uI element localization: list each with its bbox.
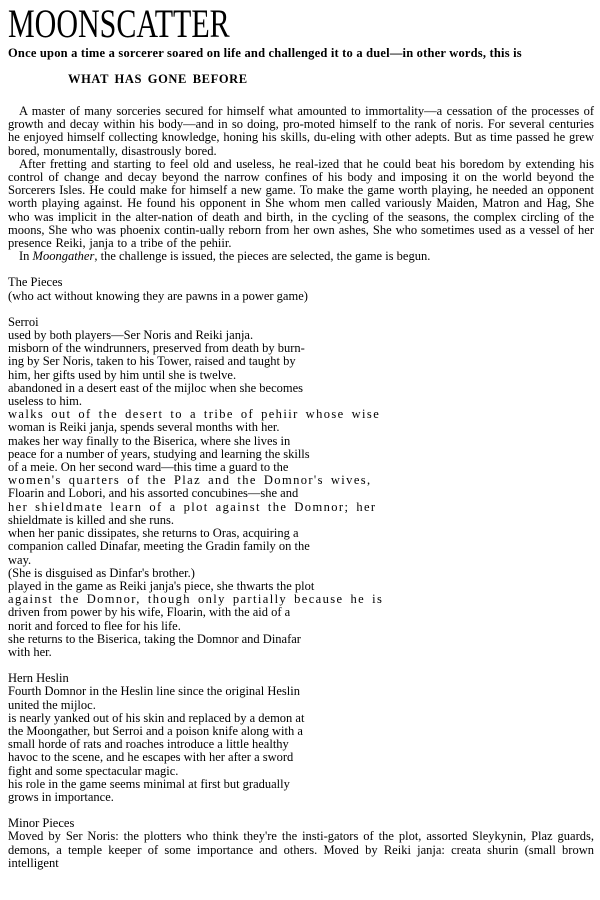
- piece-line: she returns to the Biserica, taking the Domnor and Dinafar: [8, 631, 301, 646]
- piece-line: woman is Reiki janja, spends several months with her.: [8, 420, 280, 435]
- pieces-sections: [8, 316, 594, 804]
- piece-section-heading: Hern Heslin: [8, 671, 69, 686]
- piece-line: against the Domnor, though only partially because he is: [8, 592, 384, 607]
- tagline: Once upon a time a sorcerer soared on life and challenged it to a duel—in other words, this is: [8, 46, 522, 60]
- piece-line: his role in the game seems minimal at first but gradually: [8, 776, 290, 791]
- moongather-pre: In: [19, 249, 33, 264]
- piece-line: ing by Ser Noris, taken to his Tower, raised and taught by: [8, 354, 296, 369]
- book-title: MOONSCATTER: [8, 1, 230, 46]
- piece-line: havoc to the scene, and he escapes with her after a sword: [8, 750, 294, 765]
- piece-line: shieldmate is killed and she runs.: [8, 512, 174, 527]
- intro-paragraph-2: After fretting and starting to feel old and useless, he real-ized that he could beat his boredom by extending his control of change and decay beyond the narrow confines of his body and imposing it on the world beyond the Sorcerers Isles. He could make for himself a new game. To make the game worth playing, he needed an opponent worth playing against. He found his opponent in She whom men called variously Maiden, Matron and Hag, She who was implicit in the alter-nation of death and birth, in the cycling of the seasons, the complex circling of the moons, She who was phoenix contin-ually reborn from her own ashes, She who sometimes used as a vessel of her presence Reiki, janja to a tribe of the pehiir.: [8, 156, 594, 251]
- piece-line: misborn of the windrunners, preserved from death by burn-: [8, 341, 305, 356]
- piece-line: united the mijloc.: [8, 697, 96, 712]
- piece-line: way.: [8, 552, 32, 567]
- piece-line: used by both players—Ser Noris and Reiki janja.: [8, 328, 254, 343]
- piece-line: driven from power by his wife, Floarin, with the aid of a: [8, 605, 291, 620]
- piece-line: Fourth Domnor in the Heslin line since the original Heslin: [8, 684, 300, 699]
- moongather-title-italic: Moongather: [32, 249, 95, 264]
- section-heading: WHAT HAS GONE BEFORE: [68, 72, 248, 86]
- piece-line: is nearly yanked out of his skin and replaced by a demon at: [8, 710, 305, 725]
- piece-line: fight and some spectacular magic.: [8, 763, 179, 778]
- piece-line: walks out of the desert to a tribe of pehiir whose wise: [8, 407, 381, 422]
- piece-line: abandoned in a desert east of the mijloc when she becomes: [8, 380, 304, 395]
- piece-section-heading: Serroi: [8, 314, 39, 329]
- piece-line: peace for a number of years, studying and learning the skills: [8, 446, 310, 461]
- piece-line: when her panic dissipates, she returns to Oras, acquiring a: [8, 526, 299, 541]
- piece-line: (She is disguised as Dinfar's brother.): [8, 565, 195, 580]
- piece-line: Floarin and Lobori, and his assorted concubines—she and: [8, 486, 299, 501]
- piece-line: played in the game as Reiki janja's piece, she thwarts the plot: [8, 578, 315, 593]
- piece-line: makes her way finally to the Biserica, where she lives in: [8, 433, 291, 448]
- piece-line: her shieldmate learn of a plot against the Domnor; her: [8, 499, 377, 514]
- minor-pieces-heading: Minor Pieces: [8, 816, 75, 831]
- piece-line: useless to him.: [8, 394, 82, 409]
- minor-pieces-paragraph: Moved by Ser Noris: the plotters who think they're the insti-gators of the plot, assorted Sleykynin, Plaz guards, demons, a temple keeper of some importance and others. Moved by Reiki janja: creata shurin (small brown intelligent: [8, 829, 594, 870]
- piece-line: of a meie. On her second ward—this time a guard to the: [8, 460, 289, 475]
- piece-line: him, her gifts used by him until she is twelve.: [8, 367, 237, 382]
- intro-paragraph-1: A master of many sorceries secured for himself what amounted to immortality—a cessation of the processes of growth and decay within his body—and in so doing, pro-moted himself to the rank of noris. For several centuries he enjoyed himself collecting knowledge, honing his skills, du-eling with other adepts. But as time passed he grew bored, monumentally, disastrously bored.: [8, 104, 594, 158]
- pieces-heading: The Pieces: [8, 275, 63, 290]
- piece-line: grows in importance.: [8, 789, 114, 804]
- piece-line: norit and forced to flee for his life.: [8, 618, 181, 633]
- piece-line: with her.: [8, 644, 52, 659]
- piece-line: women's quarters of the Plaz and the Domnor's wives,: [8, 473, 372, 488]
- pieces-subheading: (who act without knowing they are pawns in a power game): [8, 288, 308, 303]
- piece-line: small horde of rats and roaches introduce a little healthy: [8, 737, 289, 752]
- moongather-paragraph: [8, 250, 594, 263]
- moongather-post: , the challenge is issued, the pieces are selected, the game is begun.: [94, 249, 431, 264]
- piece-line: companion called Dinafar, meeting the Gradin family on the: [8, 539, 310, 554]
- piece-line: the Moongather, but Serroi and a poison knife along with a: [8, 723, 303, 738]
